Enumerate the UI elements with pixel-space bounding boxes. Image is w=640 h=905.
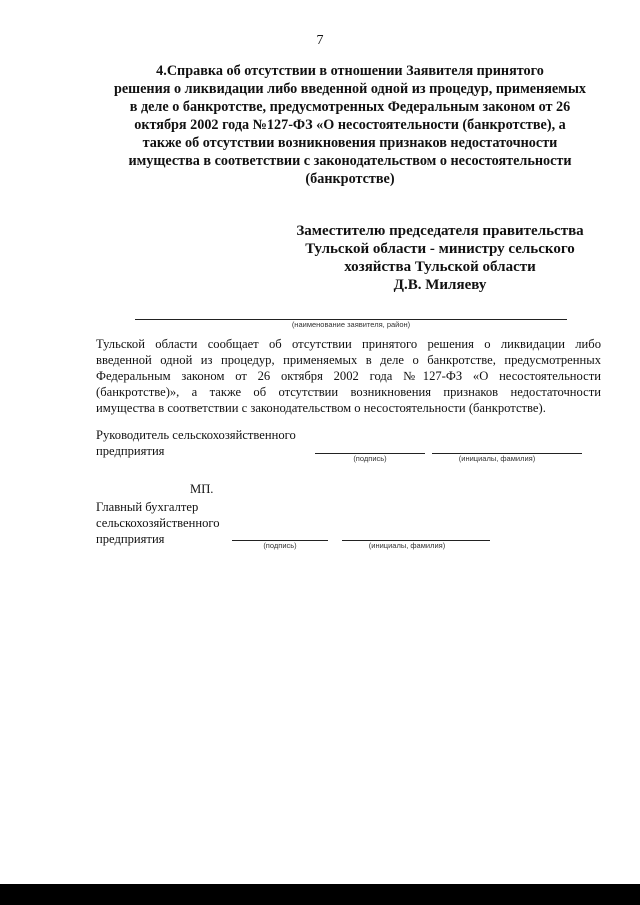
body-text [96,336,601,416]
addressee-line: Заместителю председателя правительства [296,223,584,239]
accountant-name-caption: (инициалы, фамилия) [368,541,446,550]
title-line: также об отсутствии возникновения признаков недостаточности [142,135,558,151]
accountant-label-line: сельскохозяйственного [96,516,220,530]
body-line: (банкротстве)», а также об отсутствии возникновения признаков недостаточности [96,385,601,399]
head-signature-label [96,427,296,459]
title-line: имущества в соответствии с законодательством о несостоятельности [128,153,572,169]
body-line: имущества в соответствии с законодательством о несостоятельности (банкротстве). [96,401,546,415]
title-line: решения о ликвидации либо введенной одной из процедур, применяемых [113,81,587,97]
applicant-caption: (наименование заявителя, район) [291,320,411,329]
body-line: Тульской области сообщает об отсутствии принятого решения о ликвидации либо [96,337,601,351]
addressee-block [280,222,600,294]
title-line: в деле о банкротстве, предусмотренных Федеральным законом от 26 [129,99,571,115]
head-signature-caption: (подпись) [353,454,387,463]
accountant-signature-label [96,499,220,547]
head-label-line: Руководитель сельскохозяйственного [96,428,296,442]
addressee-line: хозяйства Тульской области [344,259,536,275]
head-label-line: предприятия [96,444,165,458]
body-line: Федеральным законом от 26 октября 2002 года №127-ФЗ «О несостоятельности [96,369,601,383]
head-name-caption: (инициалы, фамилия) [458,454,536,463]
scan-border [0,884,640,905]
addressee-line: Тульской области - министру сельского [305,241,575,257]
title-line: (банкротстве) [305,171,395,187]
title-line: 4.Справка об отсутствии в отношении Заявителя принятого [156,63,544,79]
body-line: введенной одной из процедур, применяемых в деле о банкротстве, предусмотренных [96,353,601,367]
accountant-signature-caption: (подпись) [263,541,297,550]
document-title [100,62,600,188]
accountant-label-line: Главный бухгалтер [96,500,199,514]
page-number: 7 [316,33,324,48]
stamp-label: МП. [190,482,214,496]
addressee-line: Д.В. Миляеву [393,277,487,293]
accountant-label-line: предприятия [96,532,165,546]
title-line: октября 2002 года №127-ФЗ «О несостоятельности (банкротстве), а [134,117,566,133]
